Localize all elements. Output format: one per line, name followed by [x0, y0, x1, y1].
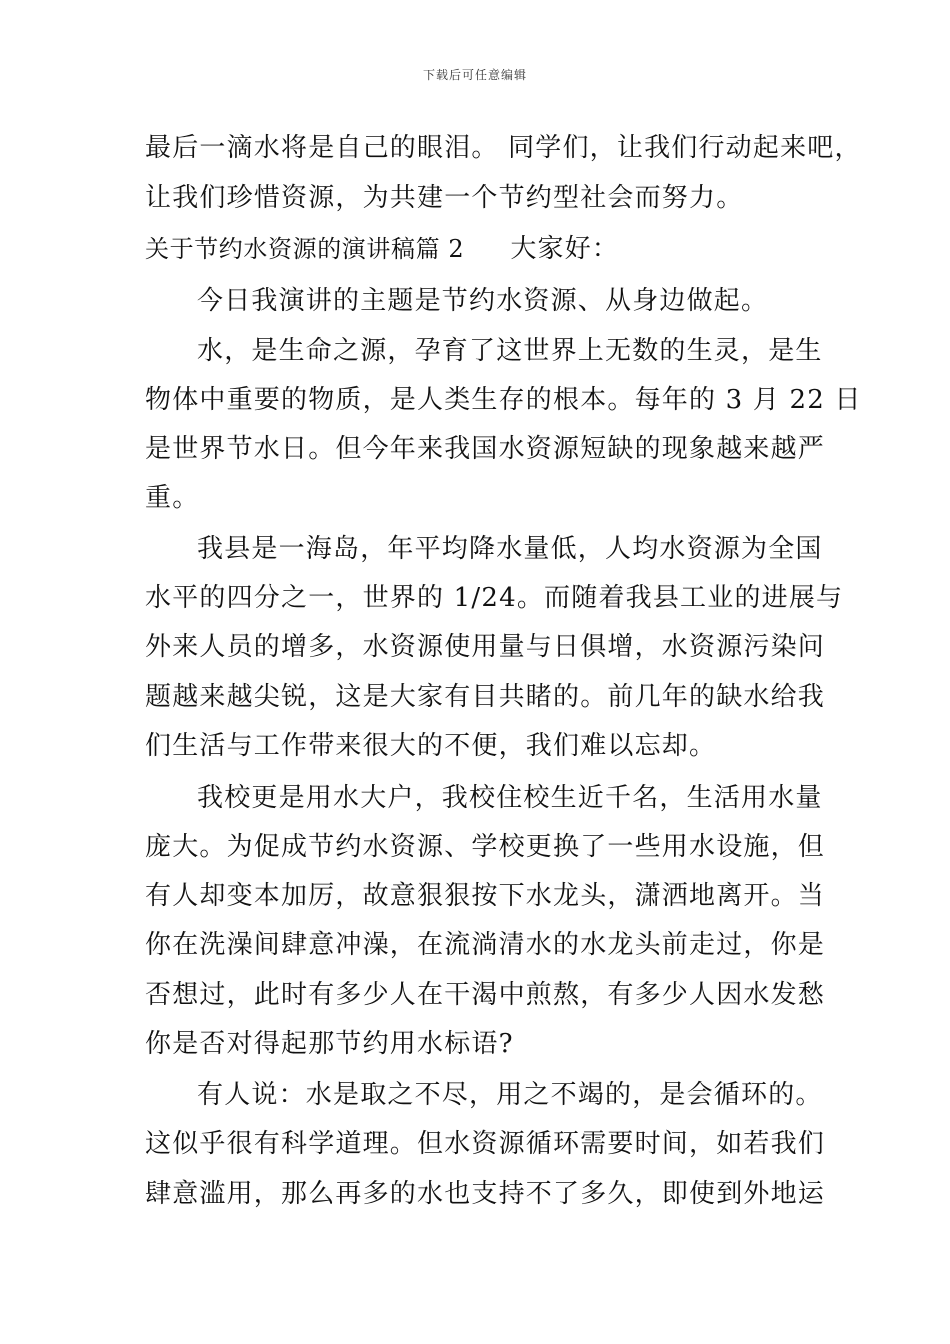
body-line: 让我们珍惜资源，为共建一个节约型社会而努力。: [145, 183, 744, 213]
body-line: 有人说：水是取之不尽，用之不竭的，是会循环的。: [197, 1080, 823, 1110]
body-line: 外来人员的增多，水资源使用量与日俱增，水资源污染问: [145, 632, 826, 662]
body-line: 水，是生命之源，孕育了这世界上无数的生灵，是生: [197, 336, 823, 366]
body-line: 重。: [145, 483, 200, 513]
body-line: 你在洗澡间肆意冲澡，在流淌清水的水龙头前走过，你是: [145, 930, 826, 960]
section-title: 关于节约水资源的演讲稿篇 2: [145, 235, 465, 263]
body-line: 否想过，此时有多少人在干渴中煎熬，有多少人因水发愁: [145, 980, 826, 1010]
body-line: 今日我演讲的主题是节约水资源、从身边做起。: [197, 286, 769, 316]
body-line: 们生活与工作带来很大的不便，我们难以忘却。: [145, 731, 717, 761]
body-line: 是世界节水日。但今年来我国水资源短缺的现象越来越严: [145, 434, 826, 464]
header-note: 下载后可任意编辑: [422, 68, 527, 82]
body-line: 最后一滴水将是自己的眼泪。 同学们，让我们行动起来吧，: [145, 133, 862, 163]
body-line: 庞大。为促成节约水资源、学校更换了一些用水设施，但: [145, 832, 826, 862]
body-line: 有人却变本加厉，故意狠狠按下水龙头，潇洒地离开。当: [145, 881, 826, 911]
body-line: 题越来越尖锐，这是大家有目共睹的。前几年的缺水给我: [145, 682, 826, 712]
body-line: 这似乎很有科学道理。但水资源循环需要时间，如若我们: [145, 1129, 826, 1159]
greeting-text: 大家好：: [510, 234, 620, 264]
body-line: 我县是一海岛，年平均降水量低，人均水资源为全国: [197, 534, 823, 564]
body-line: 肆意滥用，那么再多的水也支持不了多久，即使到外地运: [145, 1179, 826, 1209]
body-line: 我校更是用水大户，我校住校生近千名，生活用水量: [197, 783, 823, 813]
section-heading: [145, 233, 619, 265]
body-line: 水平的四分之一，世界的 1/24。而随着我县工业的进展与: [145, 583, 844, 613]
body-line: 你是否对得起那节约用水标语?: [145, 1029, 514, 1059]
body-line: 物体中重要的物质，是人类生存的根本。每年的 3 月 22 日: [145, 385, 862, 415]
